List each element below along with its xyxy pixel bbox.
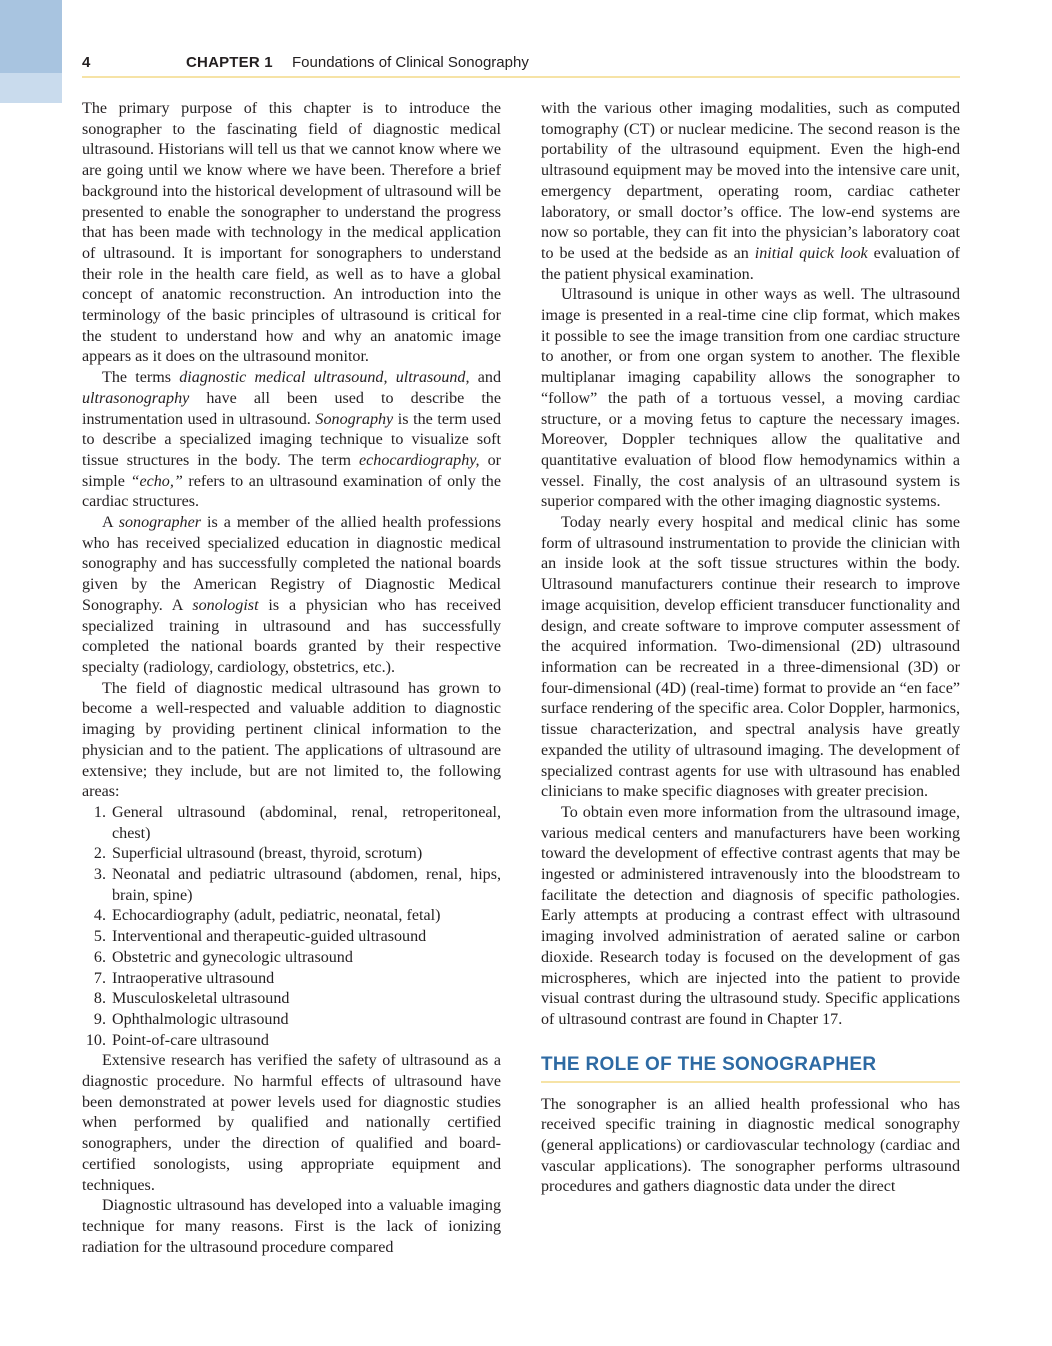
emphasis-run: Sonography	[315, 410, 394, 428]
text-run: A	[102, 514, 119, 532]
paragraph-sonographer-definition	[82, 513, 501, 679]
list-item	[82, 927, 501, 948]
list-text: Musculoskeletal ultrasound	[112, 990, 290, 1008]
page-number: 4	[82, 54, 91, 71]
list-text: Echocardiography (adult, pediatric, neonatal, fetal)	[112, 907, 441, 925]
paragraph-reasons: Diagnostic ultrasound has developed into a valuable imaging technique for many reasons. First is the lack of ionizing radiation for the ultrasound procedure compared	[82, 1197, 501, 1256]
emphasis-run: sonographer	[118, 514, 201, 532]
list-number: 10.	[85, 1031, 106, 1049]
text-run: The terms	[102, 369, 180, 387]
header-rule	[82, 76, 960, 78]
paragraph-instrumentation: Today nearly every hospital and medical clinic has some form of ultrasound instrumentation to provide the clinician with an inside look at the soft tissue structures within the body. Ultrasound manufacturers continue their research to improve image acquisition, develop efficient transducer functionality and design, and create software to improve computer assessment of the acquired information. Two-dimensional (2D) ultrasound information can be recreated in a three-dimensional (3D) or four-dimensional (4D) (real-time) format to provide an “en face” surface rendering of the specific area. Color Doppler, harmonics, tissue characterization, and spectral analysis have greatly expanded the utility of ultrasound imaging. The development of specialized contrast agents for use with ultrasound has enabled clinicians to make specific diagnoses with greater precision.	[541, 514, 960, 801]
corner-color-block	[0, 0, 62, 103]
list-text: Intraoperative ultrasound	[112, 969, 275, 987]
paragraph-role: The sonographer is an allied health professional who has received specific training in diagnostic medical sonography (general applications) or cardiovascular technology (cardiac and vascular applications). The sonographer performs ultrasound procedures and gathers diagnostic data under the direct	[541, 1095, 960, 1196]
paragraph-terms	[82, 368, 501, 513]
text-run: with the various other imaging modalities, such as computed tomography (CT) or nuclear medicine. The second reason is the portability of the ultrasound equipment. Even the high-end ultrasound equipment may be moved into the intensive care unit, emergency department, operating room, cardiac catheter laboratory, or small doctor’s office. The low-end systems are now so portable, they can fit into the physician’s laboratory coat to be used at the bedside as an	[541, 100, 960, 262]
emphasis-run: echocardiography,	[359, 451, 480, 469]
chapter-label: CHAPTER 1	[186, 54, 273, 71]
paragraph-modalities	[541, 99, 960, 285]
list-number: 2.	[93, 845, 106, 863]
list-item	[82, 906, 501, 927]
text-run: have all been used to describe the instrumentation used in ultrasound.	[82, 389, 501, 428]
list-number: 3.	[93, 866, 106, 884]
list-item	[82, 989, 501, 1010]
list-item	[82, 1010, 501, 1031]
list-text: Neonatal and pediatric ultrasound (abdomen, renal, hips, brain, spine)	[112, 866, 501, 904]
list-text: Superficial ultrasound (breast, thyroid, scrotum)	[112, 845, 423, 863]
list-item	[82, 865, 501, 906]
list-number: 6.	[93, 948, 106, 966]
text-run: and	[469, 369, 501, 387]
list-item	[82, 948, 501, 969]
list-number: 7.	[93, 969, 106, 987]
emphasis-run: diagnostic medical ultrasound, ultrasound,	[179, 369, 470, 387]
paragraph-field-growth: The field of diagnostic medical ultrasound has grown to become a well-respected and valuable addition to diagnostic imaging by providing pertinent clinical information to the physician and to the patient. The applications of ultrasound are extensive; they include, but are not limited to, the following areas:	[82, 679, 501, 801]
list-text: General ultrasound (abdominal, renal, retroperitoneal, chest)	[112, 803, 501, 842]
emphasis-run: ultrasonography	[82, 389, 190, 407]
list-text: Interventional and therapeutic-guided ultrasound	[112, 928, 427, 946]
application-areas-list	[82, 803, 501, 1051]
list-item	[82, 1031, 501, 1052]
list-item	[82, 803, 501, 844]
section-heading-rule	[541, 1081, 960, 1083]
list-number: 1.	[93, 803, 106, 821]
list-number: 9.	[93, 1010, 106, 1028]
list-number: 5.	[93, 928, 106, 946]
paragraph-safety: Extensive research has verified the safety of ultrasound as a diagnostic procedure. No harmful effects of ultrasound have been demonstrated at power levels used for diagnostic studies when performed by qualified and nationally certified sonographers, under the direction of qualified and board-certified sonologists, using appropriate equipment and techniques.	[82, 1052, 501, 1194]
text-run: is a member of the allied health professions who has received specialized education in diagnostic medical sonography and has successfully completed the national boards given by the American Registry of Diagnostic Medical Sonography. A	[82, 514, 501, 614]
chapter-title: Foundations of Clinical Sonography	[292, 54, 529, 71]
emphasis-run: “echo,”	[130, 472, 183, 490]
list-number: 8.	[93, 990, 106, 1008]
text-run: is the term used to describe a specialized imaging technique to visualize soft tissue structures in the body. The term	[82, 410, 501, 469]
list-item	[82, 844, 501, 865]
text-run: is a physician who has received specialized training in ultrasound and has successfully completed the national boards granted by their respective specialty (radiology, cardiology, obstetrics, etc.).	[82, 596, 501, 676]
emphasis-run: sonologist	[192, 596, 259, 614]
section-heading: THE ROLE OF THE SONOGRAPHER	[541, 1053, 877, 1075]
list-number: 4.	[93, 907, 106, 925]
list-text: Point-of-care ultrasound	[112, 1031, 269, 1049]
left-column	[82, 99, 501, 1258]
text-run: or simple	[82, 451, 501, 490]
text-run: evaluation of the patient physical examination.	[541, 244, 961, 283]
emphasis-run: initial quick look	[754, 244, 868, 262]
list-text: Ophthalmologic ultrasound	[112, 1010, 289, 1028]
paragraph-intro: The primary purpose of this chapter is to introduce the sonographer to the fascinating field of diagnostic medical ultrasound. Historians will tell us that we cannot know where we are going until we know where we have been. Therefore a brief background into the historical development of ultrasound will be presented to enable the sonographer to understand the progress that has been made with technology in the medical application of ultrasound. It is important for sonographers to understand their role in the health care field, as well as to have a global concept of anatomic reconstruction. An introduction into the terminology of the basic principles of ultrasound is critical for the student to understand how and why an anatomic image appears as it does on the ultrasound monitor.	[82, 100, 501, 366]
running-head	[82, 50, 960, 76]
paragraph-unique: Ultrasound is unique in other ways as well. The ultrasound image is presented in a real-time cine clip format, which makes it possible to see the image transition from one cardiac structure to another, or from one organ system to another. The flexible multiplanar imaging capability allows the sonographer to “follow” the path of a tortuous vessel, a moving cardiac structure, or a moving fetus to capture the necessary images. Moreover, Doppler techniques allow the qualitative and quantitative evaluation of blood flow hemodynamics within a vessel. Finally, the cost analysis of an ultrasound system is superior compared with the other imaging diagnostic systems.	[541, 286, 960, 511]
list-item	[82, 969, 501, 990]
text-run: refers to an ultrasound examination of only the cardiac structures.	[82, 472, 501, 511]
right-column	[541, 99, 960, 1198]
list-text: Obstetric and gynecologic ultrasound	[112, 948, 353, 966]
paragraph-contrast-agents: To obtain even more information from the ultrasound image, various medical centers and manufacturers have been working toward the development of effective contrast agents that may be ingested or administered intravenously into the bloodstream to facilitate the detection and diagnosis of specific pathologies. Early attempts at producing a contrast effect with ultrasound imaging involved administration of aerated saline or carbon dioxide. Research today is focused on the development of gas microspheres, which are injected into the patient to provide visual contrast during the ultrasound study. Specific applications of ultrasound contrast are found in Chapter 17.	[541, 803, 960, 1028]
